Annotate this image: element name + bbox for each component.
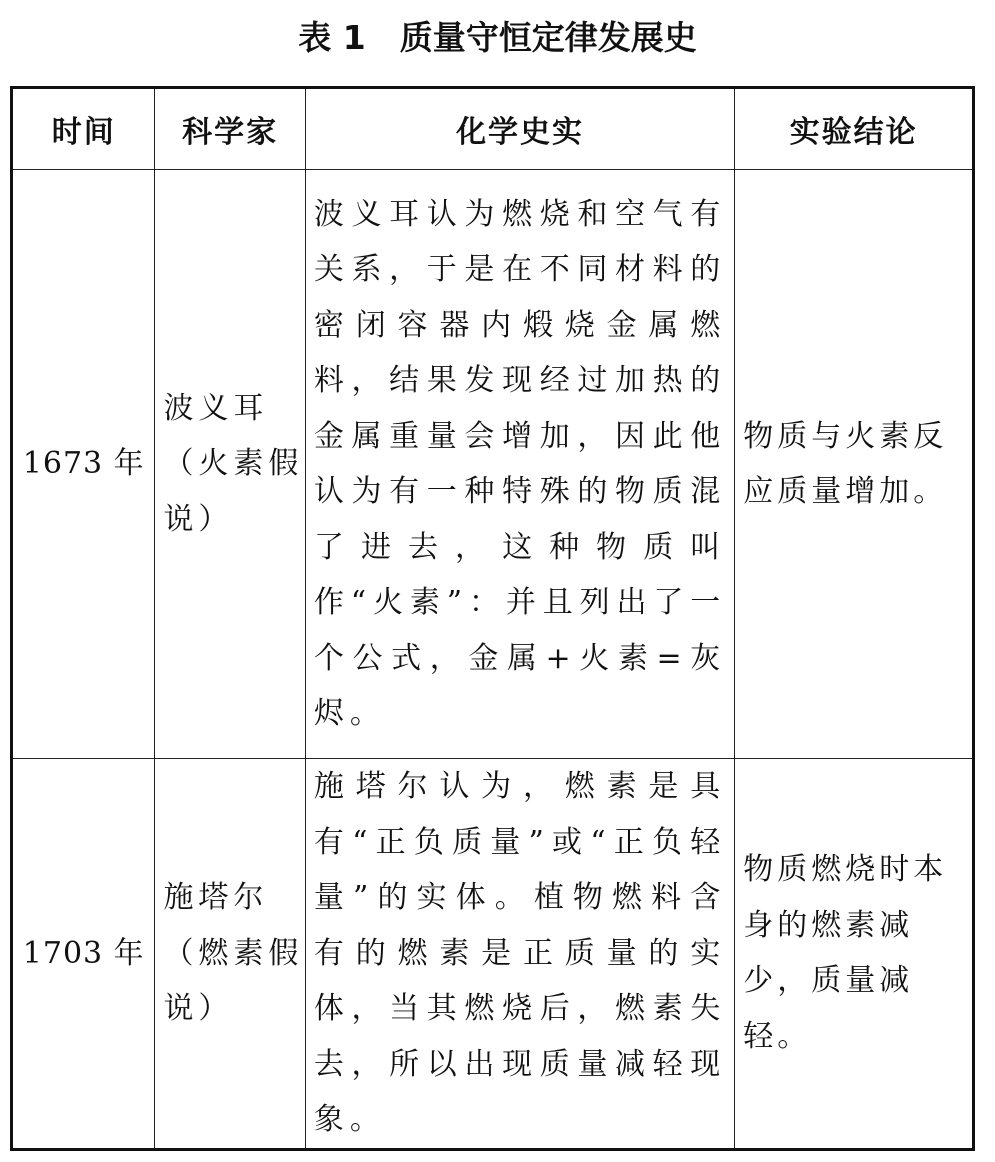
table-row <box>12 170 974 759</box>
header-scientist: 科学家 <box>155 88 305 170</box>
header-conclusion: 实验结论 <box>735 88 974 170</box>
scientist-cell: 施塔尔（燃素假说） <box>155 759 305 1150</box>
table-caption <box>0 12 995 64</box>
conclusion-cell: 物质与火素反应质量增加。 <box>735 170 974 759</box>
header-row <box>12 88 974 170</box>
table-title: 质量守恒定律发展史 <box>399 18 697 57</box>
table-number: 表 1 <box>298 18 366 57</box>
time-cell: 1703 年 <box>12 759 155 1150</box>
table-row <box>12 759 974 1150</box>
header-fact: 化学史实 <box>305 88 734 170</box>
history-table <box>10 86 975 1151</box>
fact-cell: 波义耳认为燃烧和空气有关系，于是在不同材料的密闭容器内煅烧金属燃料，结果发现经过加热的金属重量会增加，因此他认为有一种特殊的物质混了进去，这种物质叫作“火素”：并且列出了一个公式，金属+火素=灰烬。 <box>305 170 734 759</box>
conclusion-cell: 物质燃烧时本身的燃素减少，质量减轻。 <box>735 759 974 1150</box>
fact-cell: 施塔尔认为，燃素是具有“正负质量”或“正负轻量”的实体。植物燃料含有的燃素是正质量的实体，当其燃烧后，燃素失去，所以出现质量减轻现象。 <box>305 759 734 1150</box>
time-cell: 1673 年 <box>12 170 155 759</box>
scientist-cell: 波义耳（火素假说） <box>155 170 305 759</box>
header-time: 时间 <box>12 88 155 170</box>
